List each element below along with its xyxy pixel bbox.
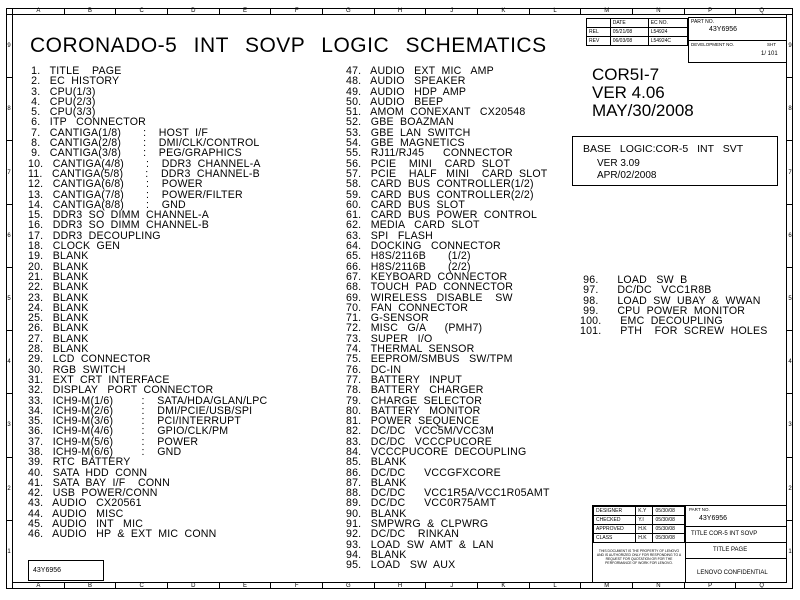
signoff-date: 05/30/08 xyxy=(653,525,685,534)
index-entry: 23. BLANK xyxy=(28,291,89,304)
index-entry: 97. DC/DC VCC1R8B xyxy=(580,284,712,297)
base-logic-line: BASE LOGIC:COR-5 INT SVT xyxy=(583,143,744,155)
index-entry: 84. VCCCPUCORE DECOUPLING xyxy=(346,445,527,458)
index-entry: 68. TOUCH PAD CONNECTOR xyxy=(346,281,514,294)
index-entry: 57. PCIE HALF MINI CARD SLOT xyxy=(346,167,548,180)
ruler-mark: C xyxy=(115,583,167,589)
index-entry: 10. CANTIGA(4/8) : DDR3 CHANNEL-A xyxy=(28,157,261,170)
index-entry: 11. CANTIGA(5/8) : DDR3 CHANNEL-B xyxy=(28,167,260,180)
index-entry: 77. BATTERY INPUT xyxy=(346,373,463,386)
index-entry: 16. DDR3 SO DIMM CHANNEL-B xyxy=(28,219,210,232)
index-entry: 35. ICH9-M(3/6) : PCI/INTERRUPT xyxy=(28,415,242,428)
ruler-mark: H xyxy=(374,8,426,14)
ruler-left xyxy=(6,14,12,583)
index-entry: 62. MEDIA CARD SLOT xyxy=(346,219,480,232)
ruler-mark: L xyxy=(529,583,581,589)
signoff-initials: Y.I xyxy=(636,516,653,525)
bottom-left-part-number: 43Y6956 xyxy=(33,567,62,574)
index-entry: 95. LOAD SW AUX xyxy=(346,559,456,572)
index-entry: 48. AUDIO SPEAKER xyxy=(346,75,466,88)
ruler-mark: B xyxy=(64,8,116,14)
ruler-mark: E xyxy=(219,8,271,14)
rev-row-date: 05/21/08 xyxy=(610,28,648,37)
model-name: COR5I-7 xyxy=(592,65,660,84)
index-entry: 15. DDR3 SO DIMM CHANNEL-A xyxy=(28,209,210,222)
signoff-date: 05/30/08 xyxy=(653,534,685,543)
base-version: VER 3.09 xyxy=(597,158,640,169)
index-entry: 54. GBE MAGNETICS xyxy=(346,137,465,150)
ruler-mark: 1 xyxy=(787,520,793,583)
index-column-2 xyxy=(346,66,550,571)
index-entry: 60. CARD BUS SLOT xyxy=(346,198,465,211)
index-entry: 40. SATA HDD CONN xyxy=(28,466,148,479)
ruler-mark: P xyxy=(684,583,736,589)
ruler-mark: B xyxy=(64,583,116,589)
index-entry: 17. DDR3 DECOUPLING xyxy=(28,229,161,242)
index-entry: 91. SMPWRG & CLPWRG xyxy=(346,518,489,531)
ruler-mark: 9 xyxy=(6,14,12,77)
revision-table xyxy=(586,18,688,46)
index-entry: 85. BLANK xyxy=(346,456,407,469)
ruler-mark: 3 xyxy=(6,393,12,456)
index-entry: 79. CHARGE SELECTOR xyxy=(346,394,483,407)
index-entry: 49. AUDIO HDP AMP xyxy=(346,85,467,98)
index-entry: 81. POWER SEQUENCE xyxy=(346,415,480,428)
ruler-mark: 4 xyxy=(787,330,793,393)
index-entry: 29. LCD CONNECTOR xyxy=(28,353,151,366)
index-entry: 51. AMOM CONEXANT CX20548 xyxy=(346,106,526,119)
ruler-mark: 3 xyxy=(787,393,793,456)
index-entry: 64. DOCKING CONNECTOR xyxy=(346,240,501,253)
rev-header-ecno: EC NO. xyxy=(648,19,687,28)
index-entry: 63. SPI FLASH xyxy=(346,229,434,242)
rev-row-ecno: L54924C xyxy=(648,37,687,46)
ruler-mark: 7 xyxy=(6,140,12,203)
index-entry: 52. GBE BOAZMAN xyxy=(346,116,454,129)
index-entry: 26. BLANK xyxy=(28,322,89,335)
part-number-box xyxy=(688,17,787,63)
ruler-mark: F xyxy=(270,583,322,589)
index-entry: 5. CPU(3/3) xyxy=(28,106,96,119)
ruler-mark: 7 xyxy=(787,140,793,203)
ruler-mark: M xyxy=(580,583,632,589)
index-entry: 36. ICH9-M(4/6) : GPIO/CLK/PM xyxy=(28,425,229,438)
index-entry: 71. G-SENSOR xyxy=(346,312,429,325)
index-entry: 89. DC/DC VCC0R75AMT xyxy=(346,497,497,510)
ruler-mark: 9 xyxy=(787,14,793,77)
ruler-mark: L xyxy=(529,8,581,14)
ruler-mark: P xyxy=(684,8,736,14)
title-part-number: 43Y6956 xyxy=(699,515,728,522)
index-entry: 82. DC/DC VCC5M/VCC3M xyxy=(346,425,495,438)
index-entry: 53. GBE LAN SWITCH xyxy=(346,126,471,139)
title-line: TITLE COR-5 INT SOVP xyxy=(691,531,758,537)
index-entry: 92. DC/DC RINKAN xyxy=(346,528,460,541)
index-entry: 20. BLANK xyxy=(28,260,89,273)
index-entry: 9. CANTIGA(3/8) : PEG/GRAPHICS xyxy=(28,147,242,160)
base-logic-box xyxy=(572,136,778,186)
index-entry: 96. LOAD SW B xyxy=(580,274,688,286)
ruler-mark: F xyxy=(270,8,322,14)
ruler-right xyxy=(787,14,793,583)
ruler-mark: G xyxy=(322,583,374,589)
signoff-date: 05/30/08 xyxy=(653,507,685,516)
signoff-role: CLASS xyxy=(594,534,636,543)
ruler-mark: 6 xyxy=(6,204,12,267)
ruler-mark: 2 xyxy=(6,457,12,520)
sheet-number: 1/ 101 xyxy=(761,51,778,57)
index-entry: 46. AUDIO HP & EXT MIC CONN xyxy=(28,528,217,541)
index-entry: 61. CARD BUS POWER CONTROL xyxy=(346,209,538,222)
index-entry: 27. BLANK xyxy=(28,332,89,345)
index-entry: 75. EEPROM/SMBUS SW/TPM xyxy=(346,353,513,366)
index-entry: 43. AUDIO CX20561 xyxy=(28,497,142,510)
ruler-mark: Q xyxy=(735,583,787,589)
rev-row-date: 06/03/08 xyxy=(610,37,648,46)
index-entry: 25. BLANK xyxy=(28,312,89,325)
index-entry: 42. USB POWER/CONN xyxy=(28,487,158,500)
ruler-mark: N xyxy=(632,8,684,14)
index-entry: 72. MISC G/A (PMH7) xyxy=(346,322,483,335)
index-entry: 65. H8S/2116B (1/2) xyxy=(346,250,471,263)
index-entry: 101. PTH FOR SCREW HOLES xyxy=(580,325,768,338)
signoff-role: DESIGNER xyxy=(594,507,636,516)
index-entry: 41. SATA BAY I/F CONN xyxy=(28,476,170,489)
ruler-mark: 6 xyxy=(787,204,793,267)
index-entry: 18. CLOCK GEN xyxy=(28,240,121,253)
index-entry: 70. FAN CONNECTOR xyxy=(346,301,469,314)
ruler-mark: J xyxy=(425,8,477,14)
version-number: VER 4.06 xyxy=(592,83,665,102)
index-entry: 88. DC/DC VCC1R5A/VCC1R05AMT xyxy=(346,487,550,500)
index-entry: 50. AUDIO BEEP xyxy=(346,95,444,108)
index-entry: 87. BLANK xyxy=(346,476,407,489)
index-entry: 22. BLANK xyxy=(28,281,89,294)
index-entry: 99. CPU POWER MONITOR xyxy=(580,304,746,317)
index-entry: 66. H8S/2116B (2/2) xyxy=(346,260,471,273)
index-entry: 3. CPU(1/3) xyxy=(28,85,96,98)
index-entry: 31. EXT CRT INTERFACE xyxy=(28,373,170,386)
page-title: CORONADO-5 INT SOVP LOGIC SCHEMATICS xyxy=(30,34,547,57)
index-column-1 xyxy=(28,66,267,540)
index-entry: 24. BLANK xyxy=(28,301,89,314)
index-entry: 28. BLANK xyxy=(28,343,89,356)
index-entry: 37. ICH9-M(5/6) : POWER xyxy=(28,435,199,448)
ruler-mark: D xyxy=(167,583,219,589)
index-entry: 44. AUDIO MISC xyxy=(28,507,124,520)
index-entry: 80. BATTERY MONITOR xyxy=(346,404,481,417)
part-number-label: PART NO. xyxy=(691,19,715,25)
index-entry: 12. CANTIGA(6/8) : POWER xyxy=(28,178,203,191)
confidential-label: LENOVO CONFIDENTIAL xyxy=(697,570,768,576)
ruler-mark: D xyxy=(167,8,219,14)
index-entry: 55. RJ11/RJ45 CONNECTOR xyxy=(346,147,513,160)
base-date: APR/02/2008 xyxy=(597,170,657,181)
ruler-mark: A xyxy=(12,8,64,14)
index-entry: 7. CANTIGA(1/8) : HOST I/F xyxy=(28,126,209,139)
ruler-mark: 5 xyxy=(787,267,793,330)
signoff-date: 05/30/08 xyxy=(653,516,685,525)
version-date: MAY/30/2008 xyxy=(592,101,694,120)
index-entry: 19. BLANK xyxy=(28,250,89,263)
ownership-notice: THIS DOCUMENT IS THE PROPERTY OF LENOVO AND IS AUTHORIZED ONLY FOR RESPONDING TO A REQUEST FOR QUOTATION OR FOR THE PERFORMANCE OF WORK FOR LENOVO. xyxy=(596,549,682,565)
signoff-table xyxy=(593,506,685,543)
rev-row-label: REV xyxy=(587,37,611,46)
rev-header-date: DATE xyxy=(610,19,648,28)
title-page-label: TITLE PAGE xyxy=(713,547,748,553)
index-entry: 34. ICH9-M(2/6) : DMI/PCIE/USB/SPI xyxy=(28,404,253,417)
part-number: 43Y6956 xyxy=(709,26,738,33)
ruler-mark: K xyxy=(477,583,529,589)
index-entry: 69. WIRELESS DISABLE SW xyxy=(346,291,513,304)
ruler-mark: G xyxy=(322,8,374,14)
ruler-mark: 1 xyxy=(6,520,12,583)
index-entry: 8. CANTIGA(2/8) : DMI/CLK/CONTROL xyxy=(28,137,260,150)
index-entry: 73. SUPER I/O xyxy=(346,332,433,345)
ruler-top xyxy=(12,8,787,14)
ruler-mark: 2 xyxy=(787,457,793,520)
signoff-initials: H.K xyxy=(636,534,653,543)
bottom-left-part-box xyxy=(28,560,104,581)
sheet-label: SHT xyxy=(767,42,776,47)
index-entry: 45. AUDIO INT MIC xyxy=(28,518,144,531)
ruler-mark: C xyxy=(115,8,167,14)
title-block xyxy=(592,505,787,583)
index-entry: 67. KEYBOARD CONNECTOR xyxy=(346,270,508,283)
index-entry: 38. ICH9-M(6/6) : GND xyxy=(28,445,182,458)
rev-row-ecno: L54924 xyxy=(648,28,687,37)
rev-row-label: REL xyxy=(587,28,611,37)
ruler-mark: N xyxy=(632,583,684,589)
ruler-mark: K xyxy=(477,8,529,14)
index-entry: 33. ICH9-M(1/6) : SATA/HDA/GLAN/LPC xyxy=(28,394,268,407)
index-entry: 78. BATTERY CHARGER xyxy=(346,384,484,397)
signoff-initials: H.K xyxy=(636,525,653,534)
signoff-role: CHECKED xyxy=(594,516,636,525)
signoff-initials: K.Y xyxy=(636,507,653,516)
ruler-mark: J xyxy=(425,583,477,589)
index-entry: 6. ITP CONNECTOR xyxy=(28,116,147,129)
index-entry: 94. BLANK xyxy=(346,548,407,561)
index-entry: 1. TITLE PAGE xyxy=(28,65,122,77)
ruler-mark: E xyxy=(219,583,271,589)
ruler-mark: M xyxy=(580,8,632,14)
index-entry: 2. EC HISTORY xyxy=(28,75,120,88)
ruler-mark: H xyxy=(374,583,426,589)
ruler-mark: 4 xyxy=(6,330,12,393)
index-entry: 21. BLANK xyxy=(28,270,89,283)
index-entry: 100. EMC DECOUPLING xyxy=(580,315,723,328)
index-entry: 14. CANTIGA(8/8) : GND xyxy=(28,198,186,211)
index-entry: 90. BLANK xyxy=(346,507,407,520)
title-part-label: PART NO. xyxy=(689,507,710,512)
index-entry: 59. CARD BUS CONTROLLER(2/2) xyxy=(346,188,534,201)
signoff-role: APPROVED xyxy=(594,525,636,534)
index-entry: 74. THERMAL SENSOR xyxy=(346,343,475,356)
index-entry: 47. AUDIO EXT MIC AMP xyxy=(346,65,494,77)
index-entry: 30. RGB SWITCH xyxy=(28,363,126,376)
development-number-label: DEVELOPMENT NO. xyxy=(691,42,735,47)
index-entry: 86. DC/DC VCCGFXCORE xyxy=(346,466,501,479)
index-column-3 xyxy=(580,275,768,337)
index-entry: 98. LOAD SW UBAY & WWAN xyxy=(580,294,761,307)
ruler-bottom xyxy=(12,583,787,589)
ruler-mark: Q xyxy=(735,8,787,14)
index-entry: 32. DISPLAY PORT CONNECTOR xyxy=(28,384,214,397)
index-entry: 58. CARD BUS CONTROLLER(1/2) xyxy=(346,178,534,191)
index-entry: 56. PCIE MINI CARD SLOT xyxy=(346,157,511,170)
index-entry: 4. CPU(2/3) xyxy=(28,95,96,108)
index-entry: 13. CANTIGA(7/8) : POWER/FILTER xyxy=(28,188,243,201)
index-entry: 76. DC-IN xyxy=(346,363,402,376)
ruler-mark: 8 xyxy=(6,77,12,140)
ruler-mark: A xyxy=(12,583,64,589)
version-block xyxy=(592,66,694,120)
rev-header-blank xyxy=(587,19,611,28)
index-entry: 39. RTC BATTERY xyxy=(28,456,131,469)
index-entry: 83. DC/DC VCCCPUCORE xyxy=(346,435,493,448)
index-entry: 93. LOAD SW AMT & LAN xyxy=(346,538,494,551)
ruler-mark: 5 xyxy=(6,267,12,330)
ruler-mark: 8 xyxy=(787,77,793,140)
